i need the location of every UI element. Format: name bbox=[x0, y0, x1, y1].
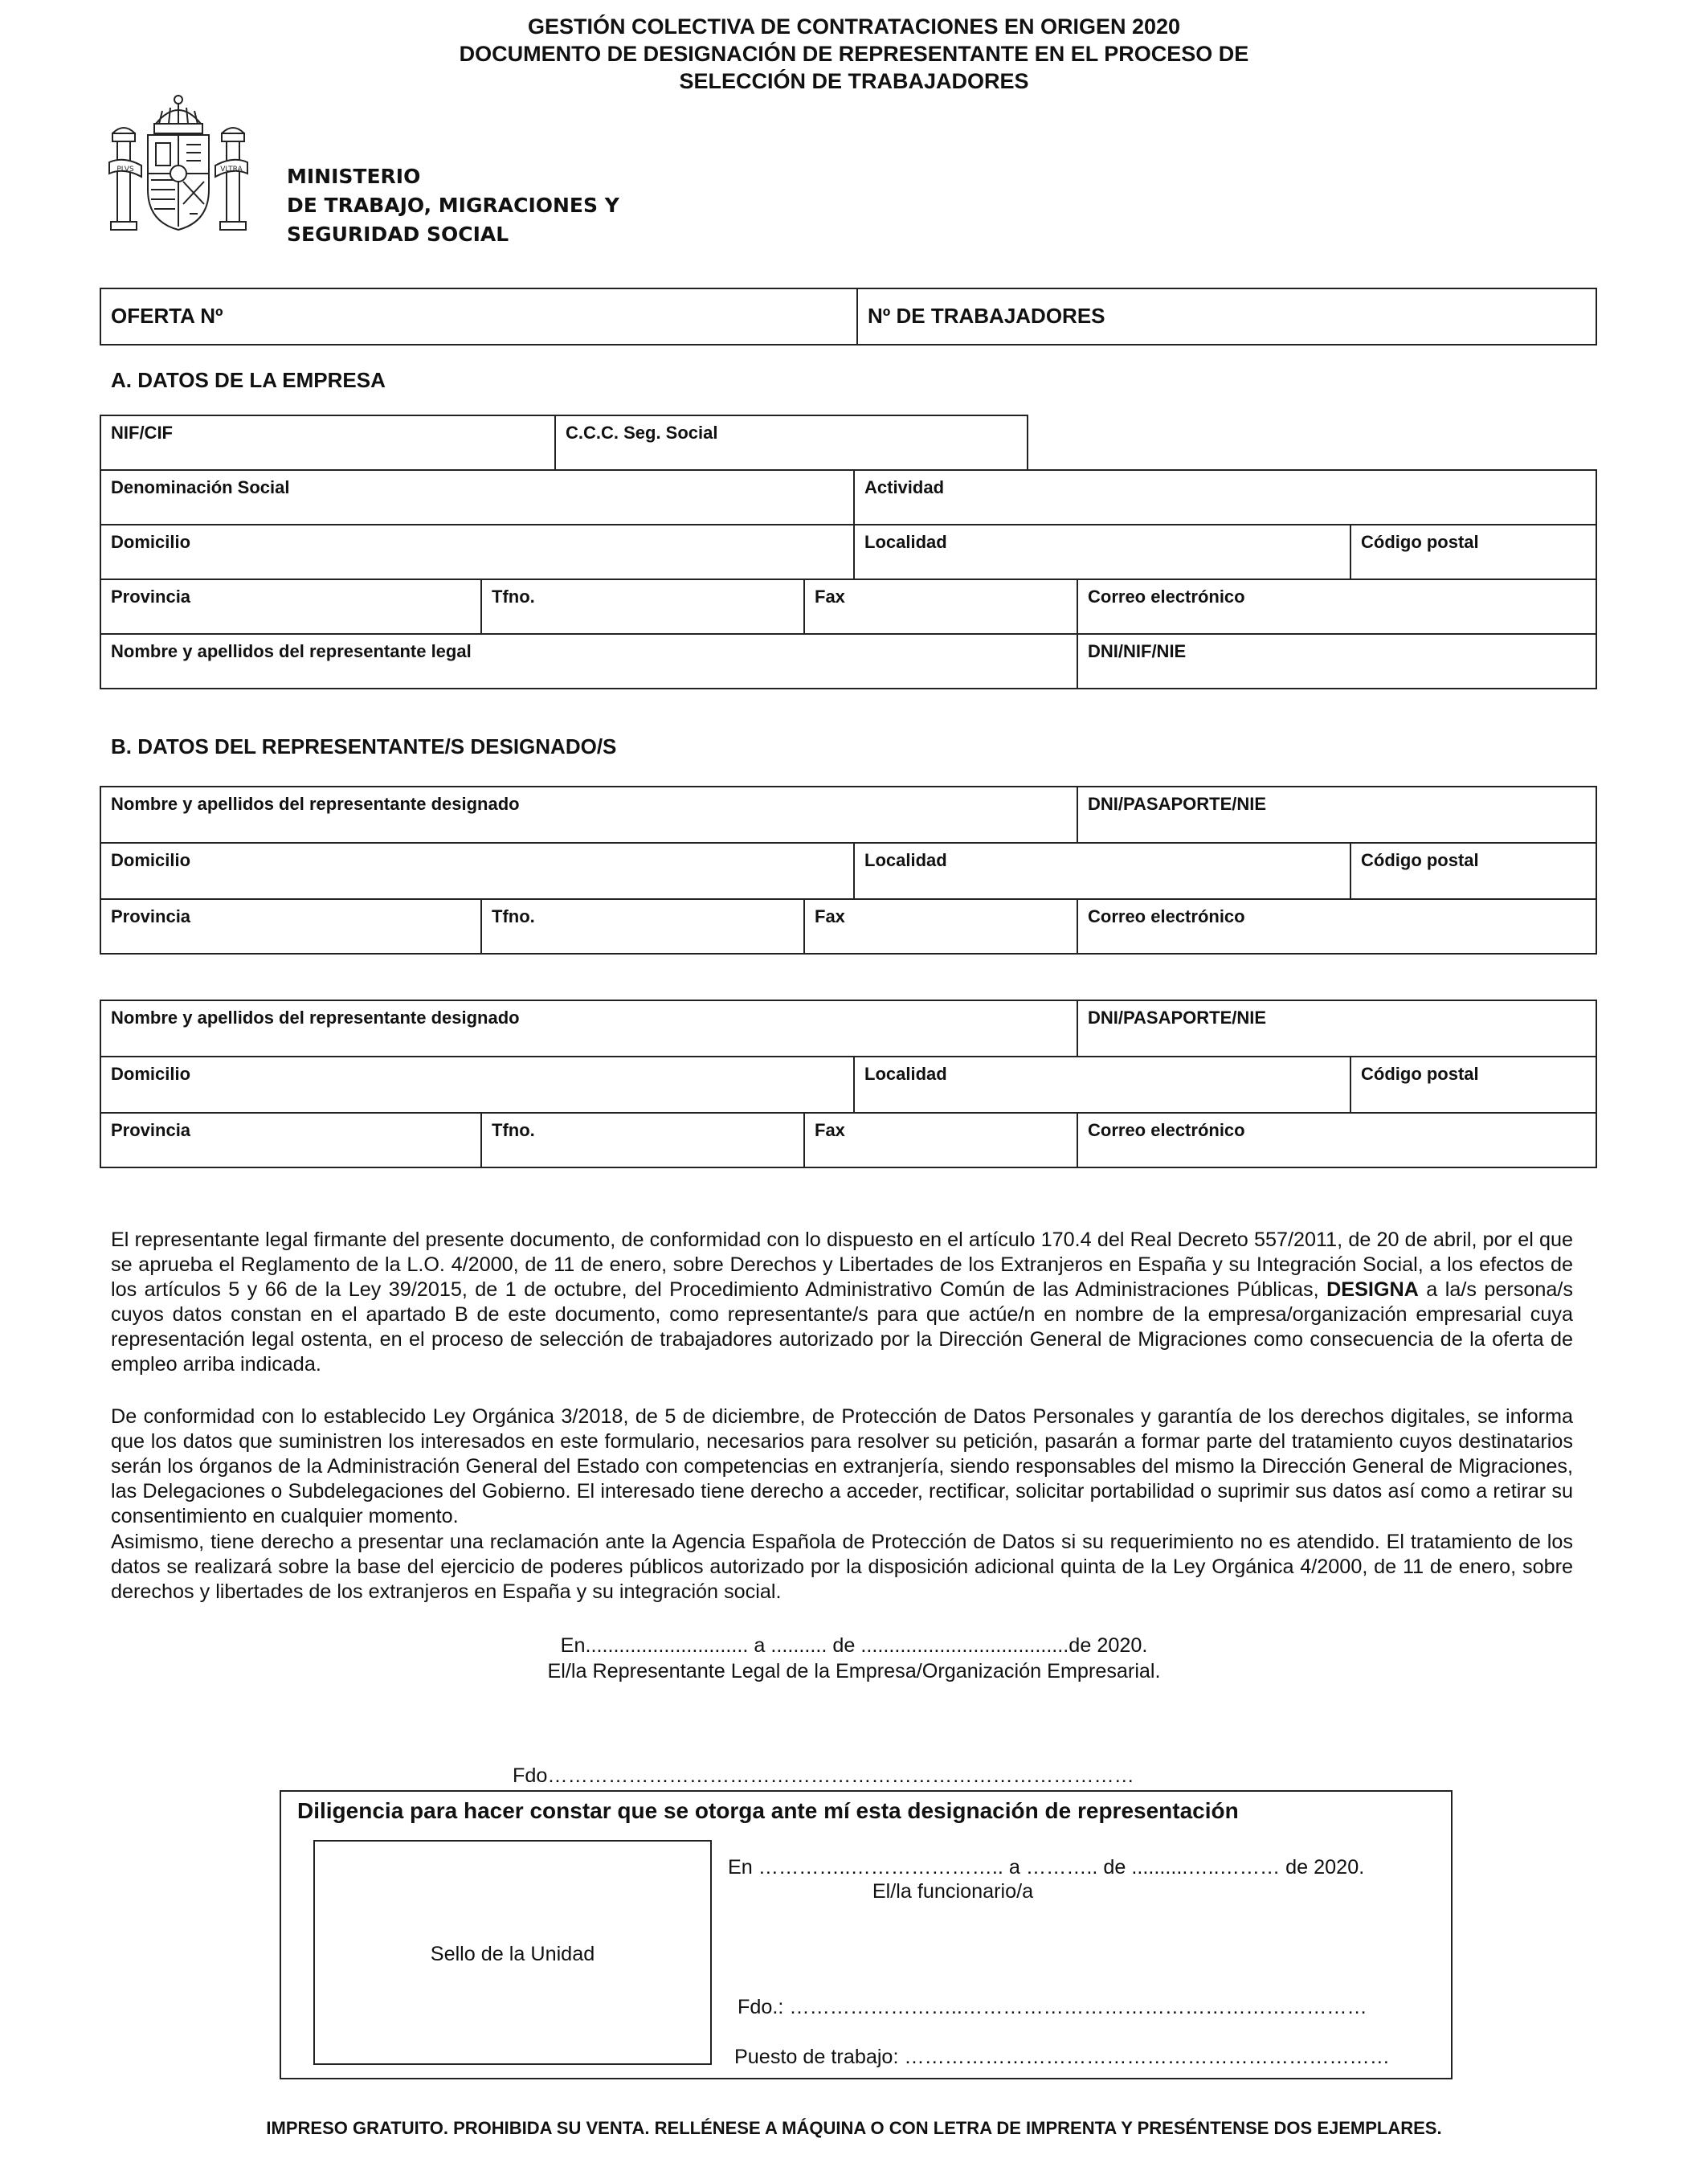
rep2-provincia-field[interactable] bbox=[100, 1112, 480, 1168]
rep2-codigo-postal-label: Código postal bbox=[1361, 1064, 1479, 1084]
designation-paragraph bbox=[111, 1228, 1573, 1377]
correo-field[interactable] bbox=[1077, 579, 1597, 635]
ministry-line-3: SEGURIDAD SOCIAL bbox=[287, 223, 509, 246]
rep1-domicilio-label: Domicilio bbox=[111, 850, 191, 870]
rep2-domicilio-label: Domicilio bbox=[111, 1064, 191, 1084]
rep2-localidad-label: Localidad bbox=[864, 1064, 947, 1084]
ribbon-left-text: PLVS bbox=[116, 166, 134, 174]
nif-cif-field[interactable] bbox=[100, 415, 554, 471]
rep1-codigo-postal-field[interactable] bbox=[1350, 842, 1597, 898]
offer-number-field[interactable] bbox=[100, 288, 856, 345]
rep2-dni-field[interactable] bbox=[1077, 1000, 1597, 1056]
workers-count-label: Nº DE TRABAJADORES bbox=[868, 304, 1105, 328]
rep1-codigo-postal-label: Código postal bbox=[1361, 850, 1479, 870]
representante-legal-label: Nombre y apellidos del representante legal bbox=[111, 641, 472, 661]
denominacion-field[interactable] bbox=[100, 469, 853, 525]
ministry-line-2: DE TRABAJO, MIGRACIONES Y bbox=[287, 194, 619, 217]
seal-label: Sello de la Unidad bbox=[430, 1943, 595, 1965]
seal-box[interactable] bbox=[313, 1840, 712, 2065]
rep1-correo-label: Correo electrónico bbox=[1088, 906, 1245, 926]
rep2-tfno-label: Tfno. bbox=[492, 1120, 535, 1140]
diligencia-box bbox=[280, 1790, 1453, 2079]
rep1-tfno-field[interactable] bbox=[480, 898, 803, 955]
fax-label: Fax bbox=[815, 587, 845, 607]
rep2-correo-label: Correo electrónico bbox=[1088, 1120, 1245, 1140]
rep2-localidad-field[interactable] bbox=[853, 1056, 1350, 1112]
rep1-nombre-field[interactable] bbox=[100, 786, 1077, 842]
ribbon-right-text: VLTRA bbox=[220, 166, 243, 174]
rep1-localidad-field[interactable] bbox=[853, 842, 1350, 898]
dni-legal-label: DNI/NIF/NIE bbox=[1088, 641, 1187, 661]
tfno-field[interactable] bbox=[480, 579, 803, 635]
rep1-dni-label: DNI/PASAPORTE/NIE bbox=[1088, 794, 1267, 814]
rep2-codigo-postal-field[interactable] bbox=[1350, 1056, 1597, 1112]
signature-fdo-line[interactable]: Fdo…………………………………………………………………………… bbox=[513, 1764, 1134, 1787]
section-a-heading: A. DATOS DE LA EMPRESA bbox=[111, 368, 386, 392]
nif-cif-label: NIF/CIF bbox=[111, 423, 173, 443]
ccc-label: C.C.C. Seg. Social bbox=[566, 423, 718, 443]
tfno-label: Tfno. bbox=[492, 587, 535, 607]
codigo-postal-field[interactable] bbox=[1350, 524, 1597, 580]
rep2-tfno-field[interactable] bbox=[480, 1112, 803, 1168]
rep2-domicilio-field[interactable] bbox=[100, 1056, 853, 1112]
rep1-provincia-field[interactable] bbox=[100, 898, 480, 955]
domicilio-field[interactable] bbox=[100, 524, 853, 580]
ministry-name bbox=[287, 162, 619, 249]
ministry-line-1: MINISTERIO bbox=[287, 165, 421, 188]
rep1-domicilio-field[interactable] bbox=[100, 842, 853, 898]
localidad-label: Localidad bbox=[864, 532, 947, 552]
provincia-label: Provincia bbox=[111, 587, 191, 607]
designation-text-start: El representante legal firmante del presente documento, de conformidad con lo dispuesto en el artículo 170.4 del Real Decreto 557/2011, de 20 de abril, por el que se aprueba el Reglamento de la L.O. 4/2000, de 11 de enero, sobre Derechos y Libertades de los Extranjeros en España y su Integración Social, a los efectos de los artículos 5 y 66 de la Ley 39/2015, de 1 de octubre, del Procedimiento Administrativo Común de las Administraciones Públicas, bbox=[111, 1229, 1573, 1301]
coat-of-arms-icon bbox=[106, 93, 251, 246]
document-title-line-3: SELECCIÓN DE TRABAJADORES bbox=[679, 69, 1029, 93]
actividad-field[interactable] bbox=[853, 469, 1597, 525]
offer-number-label: OFERTA Nº bbox=[111, 304, 223, 328]
designation-text-end: a la/s persona/s cuyos datos constan en el apartado B de este documento, como representante/s para que actúe/n en nombre de la empresa/organización empresarial cuya representación legal ostenta, en el proceso de selección de trabajadores autorizado por la Dirección General de Migraciones como consecuencia de la oferta de empleo arriba indicada. bbox=[111, 1278, 1573, 1376]
rep2-provincia-label: Provincia bbox=[111, 1120, 191, 1140]
signature-place-date: En............................. a .......... de .....................................de 2020. bbox=[560, 1634, 1148, 1657]
denominacion-label: Denominación Social bbox=[111, 477, 290, 497]
document-title-line-2: DOCUMENTO DE DESIGNACIÓN DE REPRESENTANTE EN EL PROCESO DE bbox=[459, 42, 1249, 66]
diligencia-place-date: En …………..………………….. a ……….. de ..........…..……… de 2020. bbox=[728, 1856, 1365, 1879]
rep1-dni-field[interactable] bbox=[1077, 786, 1597, 842]
section-b-heading: B. DATOS DEL REPRESENTANTE/S DESIGNADO/S bbox=[111, 734, 617, 758]
representante-legal-field[interactable] bbox=[100, 633, 1077, 689]
rep1-tfno-label: Tfno. bbox=[492, 906, 535, 926]
signature-signer: El/la Representante Legal de la Empresa/Organización Empresarial. bbox=[547, 1660, 1161, 1682]
company-data-table bbox=[100, 469, 1597, 689]
rep2-nombre-field[interactable] bbox=[100, 1000, 1077, 1056]
complaint-paragraph: Asimismo, tiene derecho a presentar una reclamación ante la Agencia Española de Protección de Datos si su requerimiento no es atendido. El tratamiento de los datos se realizará sobre la base del ejercicio de poderes públicos autorizado por la disposición adicional quinta de la Ley Orgánica 4/2000, de 11 de enero, sobre derechos y libertades de los extranjeros en España y su integración social. bbox=[111, 1531, 1573, 1603]
data-protection-paragraph: De conformidad con lo establecido Ley Orgánica 3/2018, de 5 de diciembre, de Protección de Datos Personales y garantía de los derechos digitales, se informa que los datos que suministren los interesados en este formulario, necesarios para resolver su petición, pasarán a formar parte del tratamiento cuyos destinatarios serán los órganos de la Administración General del Estado con competencias en extranjería, siendo responsables del mismo la Dirección General de Migraciones, las Delegaciones o Subdelegaciones del Gobierno. El interesado tiene derecho a acceder, rectificar, solicitar portabilidad o suprimir sus datos así como a retirar su consentimiento en cualquier momento. bbox=[111, 1405, 1573, 1527]
rep2-fax-field[interactable] bbox=[803, 1112, 1077, 1168]
diligencia-title: Diligencia para hacer constar que se otorga ante mí esta designación de representación bbox=[297, 1798, 1239, 1823]
document-title-line-1: GESTIÓN COLECTIVA DE CONTRATACIONES EN ORIGEN 2020 bbox=[527, 14, 1181, 39]
workers-count-field[interactable] bbox=[856, 288, 1597, 345]
domicilio-label: Domicilio bbox=[111, 532, 191, 552]
fax-field[interactable] bbox=[803, 579, 1077, 635]
rep1-fax-field[interactable] bbox=[803, 898, 1077, 955]
rep2-dni-label: DNI/PASAPORTE/NIE bbox=[1088, 1008, 1267, 1028]
rep2-fax-label: Fax bbox=[815, 1120, 845, 1140]
offer-table bbox=[100, 288, 1597, 345]
codigo-postal-label: Código postal bbox=[1361, 532, 1479, 552]
rep1-correo-field[interactable] bbox=[1077, 898, 1597, 955]
designated-rep-table-2 bbox=[100, 1000, 1597, 1168]
ccc-field[interactable] bbox=[554, 415, 1028, 471]
actividad-label: Actividad bbox=[864, 477, 945, 497]
rep1-localidad-label: Localidad bbox=[864, 850, 947, 870]
rep1-provincia-label: Provincia bbox=[111, 906, 191, 926]
designa-keyword: DESIGNA bbox=[1326, 1278, 1419, 1301]
designated-rep-table-1 bbox=[100, 786, 1597, 955]
puesto-trabajo-line[interactable]: Puesto de trabajo: ……………………………………………………………… bbox=[734, 2046, 1390, 2068]
company-tax-row bbox=[100, 415, 1028, 471]
footer-notice: IMPRESO GRATUITO. PROHIBIDA SU VENTA. RELLÉNESE A MÁQUINA O CON LETRA DE IMPRENTA Y PRESÉNTENSE DOS EJEMPLARES. bbox=[266, 2118, 1442, 2138]
diligencia-fdo-line[interactable]: Fdo.: ……………………..…………………………………………………… bbox=[738, 1996, 1367, 2018]
rep1-fax-label: Fax bbox=[815, 906, 845, 926]
provincia-field[interactable] bbox=[100, 579, 480, 635]
correo-label: Correo electrónico bbox=[1088, 587, 1245, 607]
rep2-nombre-label: Nombre y apellidos del representante designado bbox=[111, 1008, 520, 1028]
rep2-correo-field[interactable] bbox=[1077, 1112, 1597, 1168]
official-label: El/la funcionario/a bbox=[872, 1880, 1034, 1903]
dni-legal-field[interactable] bbox=[1077, 633, 1597, 689]
localidad-field[interactable] bbox=[853, 524, 1350, 580]
rep1-nombre-label: Nombre y apellidos del representante designado bbox=[111, 794, 520, 814]
